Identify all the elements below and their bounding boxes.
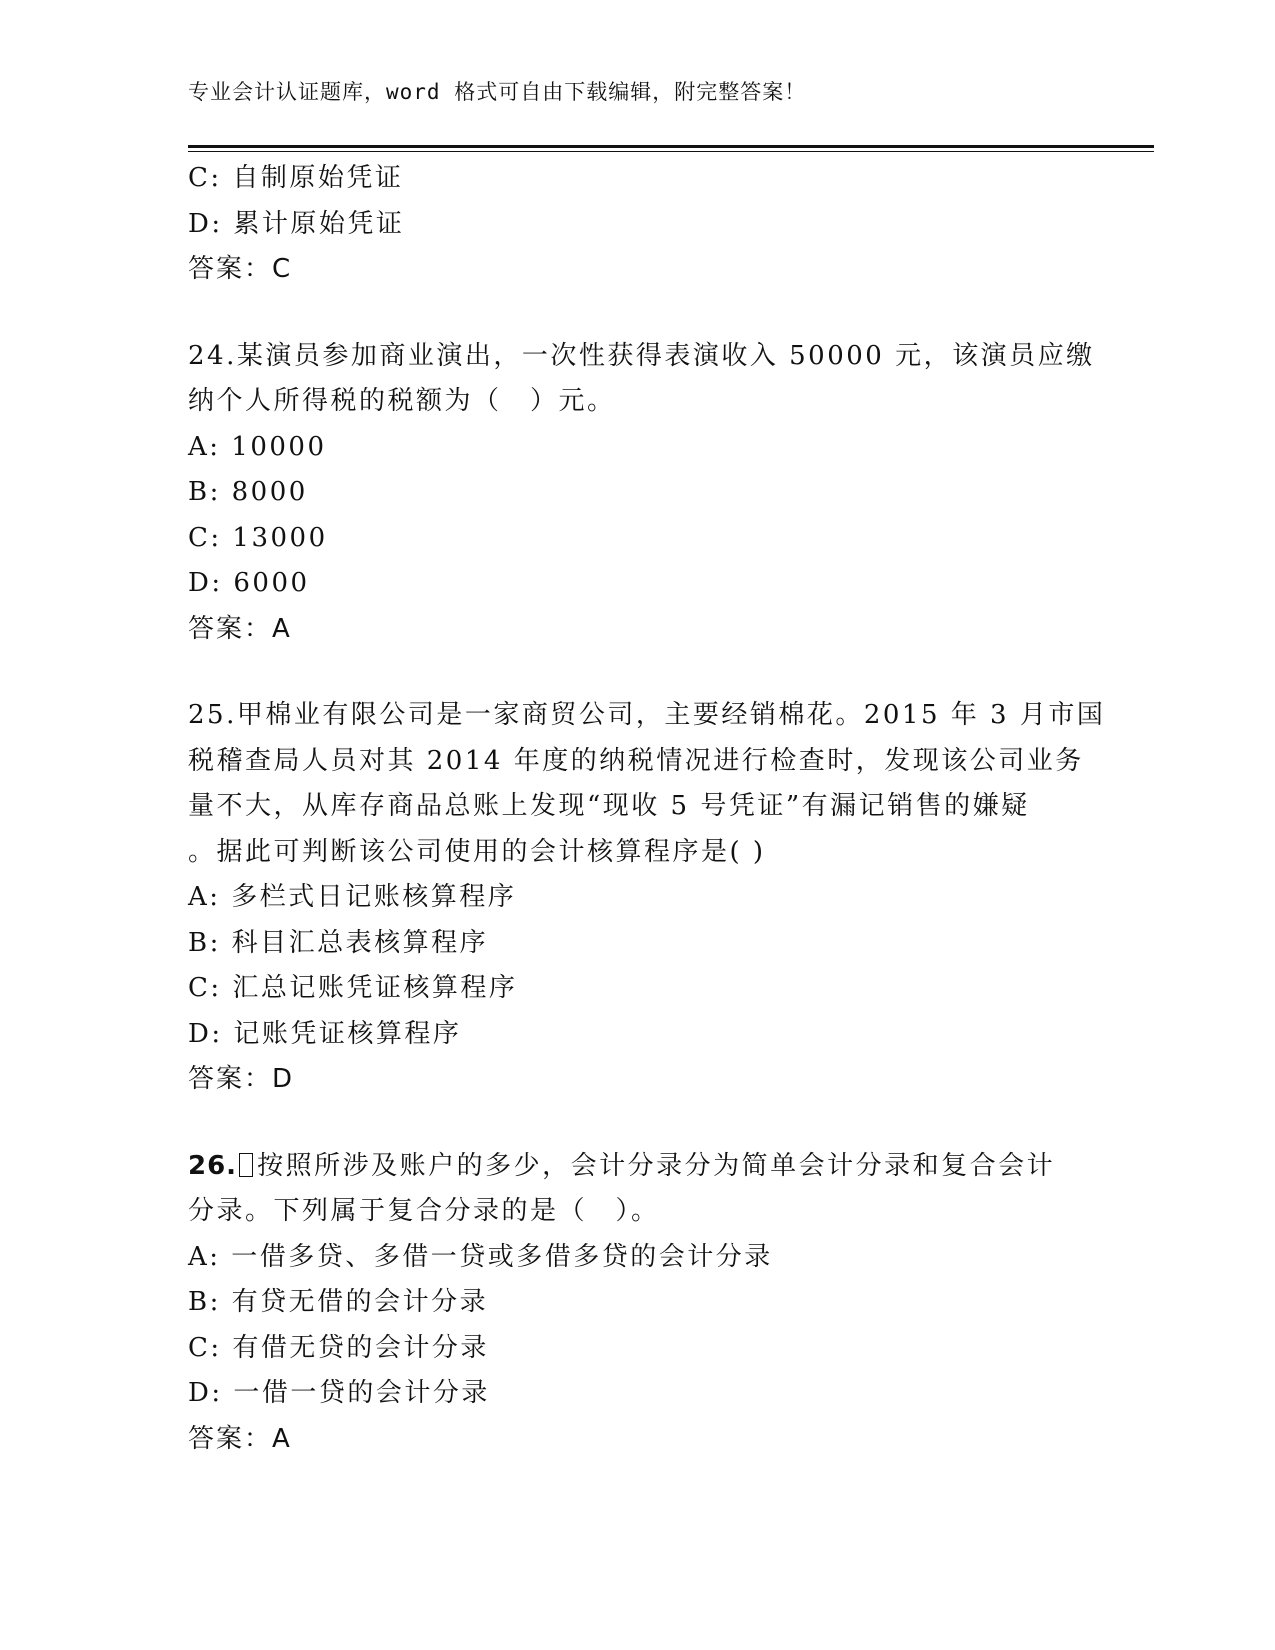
question-text-line [188, 1144, 1088, 1190]
question-24 [188, 334, 1095, 653]
header-rule-thick [188, 145, 1154, 148]
option-a: A: 一借多贷、多借一贷或多借多贷的会计分录 [188, 1241, 773, 1272]
option-d: D: 记账凭证核算程序 [188, 1018, 462, 1049]
question-gap [188, 293, 1088, 334]
option-b: B: 8000 [188, 477, 308, 507]
question-text-line: 25.甲棉业有限公司是一家商贸公司，主要经销棉花。2015 年 3 月市国 [188, 700, 1106, 730]
question-gap [188, 1103, 1088, 1144]
page-header: 专业会计认证题库，word 格式可自由下载编辑，附完整答案！ [188, 80, 807, 104]
carryover-block [188, 156, 1088, 293]
header-rule-thin [188, 151, 1154, 152]
option-c: C: 有借无贷的会计分录 [188, 1332, 489, 1363]
option-b: B: 有贷无借的会计分录 [188, 1287, 489, 1317]
question-text-line: 量不大，从库存商品总账上发现“现收 5 号凭证”有漏记销售的嫌疑 [188, 791, 1030, 821]
option-a: A: 10000 [188, 431, 327, 462]
question-content [188, 156, 1106, 1462]
answer-line: 答案：D [188, 1064, 295, 1094]
question-25 [188, 693, 1106, 1103]
question-text-line: 24.某演员参加商业演出，一次性获得表演收入 50000 元，该演员应缴 [188, 340, 1095, 371]
option-c: C: 13000 [188, 522, 328, 553]
question-text-line: 。据此可判断该公司使用的会计核算程序是( ) [188, 836, 766, 867]
answer-line: 答案：A [188, 613, 292, 644]
question-text-line: 纳个人所得税的税额为（ ）元。 [188, 386, 616, 416]
option-c: C: 汇总记账凭证核算程序 [188, 973, 518, 1003]
missing-glyph-box [239, 1153, 253, 1177]
answer-line: 答案：A [188, 1423, 292, 1454]
question-text: 按照所涉及账户的多少，会计分录分为简单会计分录和复合会计 [257, 1150, 1056, 1181]
question-number: 26. [188, 1150, 238, 1181]
question-text-line: 分录。下列属于复合分录的是（ ）。 [188, 1196, 660, 1226]
question-gap [188, 652, 1088, 693]
option-c: C: 自制原始凭证 [188, 163, 404, 193]
option-d: D: 一借一贷的会计分录 [188, 1378, 490, 1408]
answer-line: 答案：C [188, 254, 293, 284]
question-26 [188, 1144, 1088, 1463]
option-a: A: 多栏式日记账核算程序 [188, 882, 517, 912]
option-d: D: 6000 [188, 568, 310, 598]
question-text-line: 税稽查局人员对其 2014 年度的纳税情况进行检查时，发现该公司业务 [188, 745, 1084, 776]
option-b: B: 科目汇总表核算程序 [188, 927, 489, 958]
option-d: D: 累计原始凭证 [188, 208, 405, 239]
